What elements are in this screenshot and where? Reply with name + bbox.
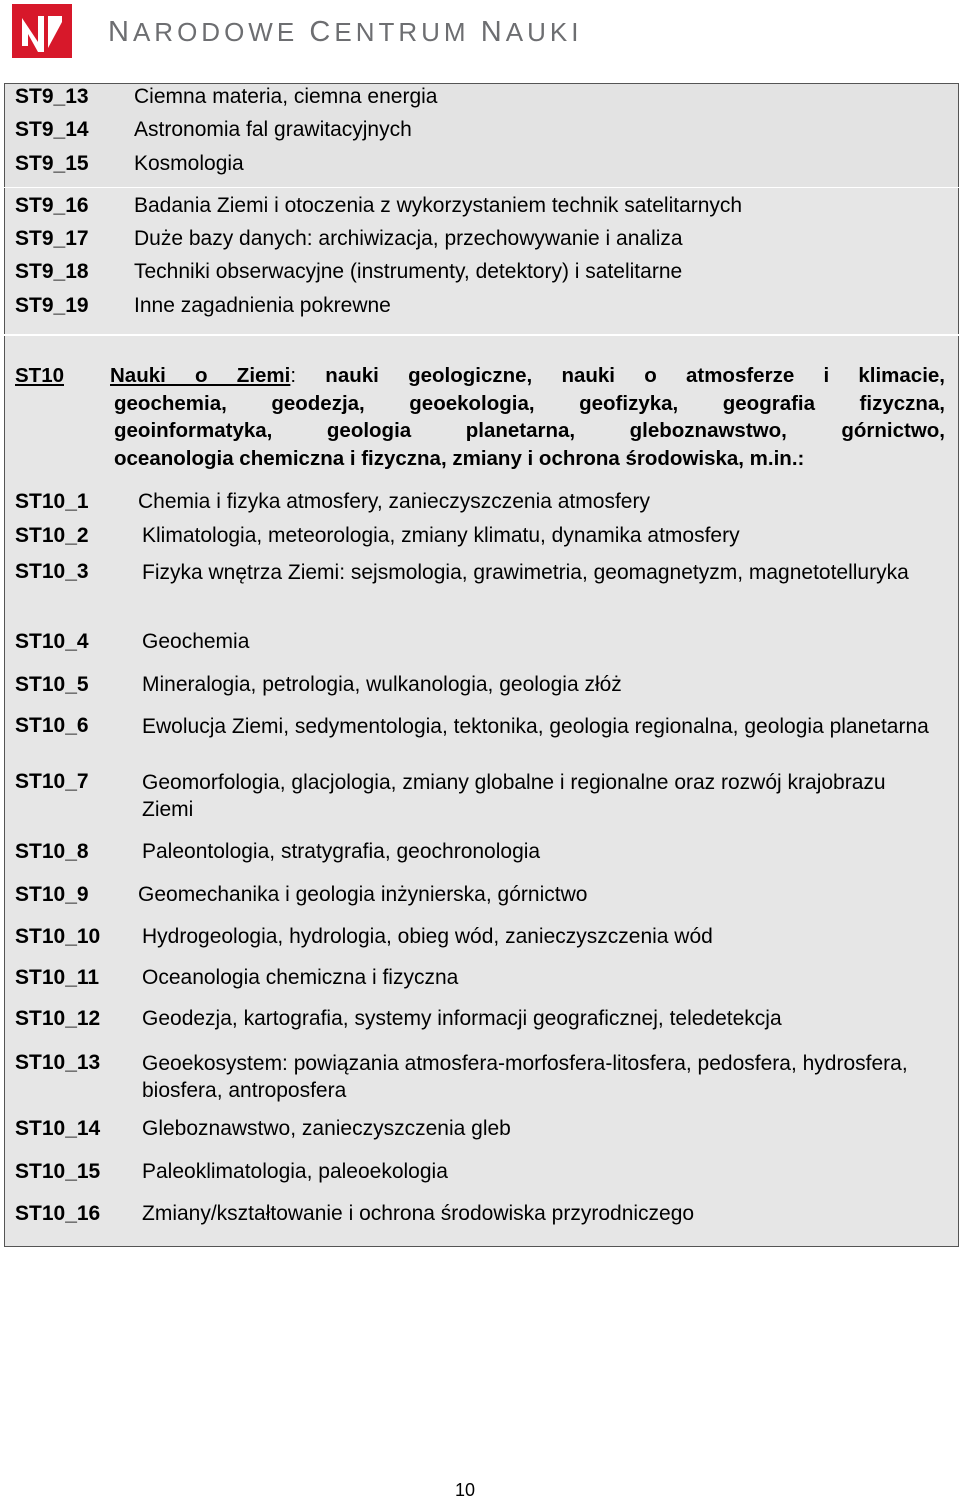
row-description: Gleboznawstwo, zanieczyszczenia gleb bbox=[142, 1117, 511, 1140]
row-code: ST10_11 bbox=[15, 966, 100, 989]
section-code: ST10 bbox=[15, 364, 64, 387]
row-description: Fizyka wnętrza Ziemi: sejsmologia, grawimetria, geomagnetyzm, magnetotelluryka bbox=[142, 561, 909, 584]
row-code: ST9_16 bbox=[15, 194, 89, 217]
row-code: ST10_16 bbox=[15, 1202, 101, 1225]
row-description: Zmiany/kształtowanie i ochrona środowiska przyrodniczego bbox=[142, 1202, 695, 1225]
row-code: ST10_3 bbox=[15, 560, 89, 583]
row-code: ST10_6 bbox=[15, 714, 89, 737]
row-code: ST9_13 bbox=[15, 85, 89, 108]
row-description: Duże bazy danych: archiwizacja, przechowywanie i analiza bbox=[134, 227, 683, 250]
row-description: Inne zagadnienia pokrewne bbox=[134, 294, 391, 317]
row-description: Badania Ziemi i otoczenia z wykorzystaniem technik satelitarnych bbox=[134, 194, 743, 217]
row-description: Geomorfologia, glacjologia, zmiany globalne i regionalne oraz rozwój krajobrazu Ziemi bbox=[142, 771, 886, 821]
row-description: Ewolucja Ziemi, sedymentologia, tektonika, geologia regionalna, geologia planetarna bbox=[142, 715, 929, 738]
row-description: Ciemna materia, ciemna energia bbox=[134, 85, 438, 108]
organization-name: NARODOWE CENTRUM NAUKI bbox=[108, 16, 583, 48]
row-code: ST10_13 bbox=[15, 1051, 101, 1074]
row-description: Paleontologia, stratygrafia, geochronologia bbox=[142, 840, 541, 863]
row-description: Geochemia bbox=[142, 630, 250, 653]
page-header bbox=[12, 2, 952, 62]
row-code: ST9_14 bbox=[15, 118, 89, 141]
ncn-logo-icon bbox=[12, 2, 72, 58]
row-code: ST10_7 bbox=[15, 770, 89, 793]
row-description: Geoekosystem: powiązania atmosfera-morfosfera-litosfera, pedosfera, hydrosfera, biosfera, antroposfera bbox=[142, 1052, 908, 1102]
row-code: ST10_14 bbox=[15, 1117, 101, 1140]
row-code: ST10_12 bbox=[15, 1007, 101, 1030]
row-code: ST9_19 bbox=[15, 294, 89, 317]
row-code: ST9_15 bbox=[15, 152, 89, 175]
row-description: Mineralogia, petrologia, wulkanologia, geologia złóż bbox=[142, 673, 622, 696]
row-code: ST10_5 bbox=[15, 673, 89, 696]
row-code: ST10_2 bbox=[15, 524, 89, 547]
row-description: Astronomia fal grawitacyjnych bbox=[134, 118, 412, 141]
row-description: Kosmologia bbox=[134, 152, 244, 175]
row-code: ST10_15 bbox=[15, 1160, 101, 1183]
row-description: Geodezja, kartografia, systemy informacji geograficznej, teledetekcja bbox=[142, 1007, 782, 1030]
row-code: ST10_10 bbox=[15, 925, 101, 948]
row-code: ST10_4 bbox=[15, 630, 89, 653]
row-code: ST9_18 bbox=[15, 260, 89, 283]
row-code: ST9_17 bbox=[15, 227, 89, 250]
row-description: Oceanologia chemiczna i fizyczna bbox=[142, 966, 459, 989]
row-code: ST10_1 bbox=[15, 490, 89, 513]
row-description: Klimatologia, meteorologia, zmiany klimatu, dynamika atmosfery bbox=[142, 524, 740, 547]
section-title-text: Nauki o Ziemi: nauki geologiczne, nauki o atmosferze i klimacie, geochemia, geodezja, geoekologia, geofizyka, geografia fizyczna, geoinformatyka, geologia planetarna, gleboznawstwo, górnictwo, oceanologia chemiczna i fizyczna, zmiany i ochrona środowiska, m.in.: bbox=[110, 364, 945, 470]
section-title: Nauki o Ziemi bbox=[110, 364, 291, 387]
row-code: ST10_9 bbox=[15, 883, 89, 906]
row-description: Techniki obserwacyjne (instrumenty, detektory) i satelitarne bbox=[134, 260, 683, 283]
row-description: Paleoklimatologia, paleoekologia bbox=[142, 1160, 448, 1183]
row-description: Geomechanika i geologia inżynierska, górnictwo bbox=[138, 883, 588, 906]
row-description: Chemia i fizyka atmosfery, zanieczyszczenia atmosfery bbox=[138, 490, 650, 513]
page-number: 10 bbox=[455, 1480, 476, 1500]
row-description: Hydrogeologia, hydrologia, obieg wód, zanieczyszczenia wód bbox=[142, 925, 713, 948]
row-code: ST10_8 bbox=[15, 840, 89, 863]
